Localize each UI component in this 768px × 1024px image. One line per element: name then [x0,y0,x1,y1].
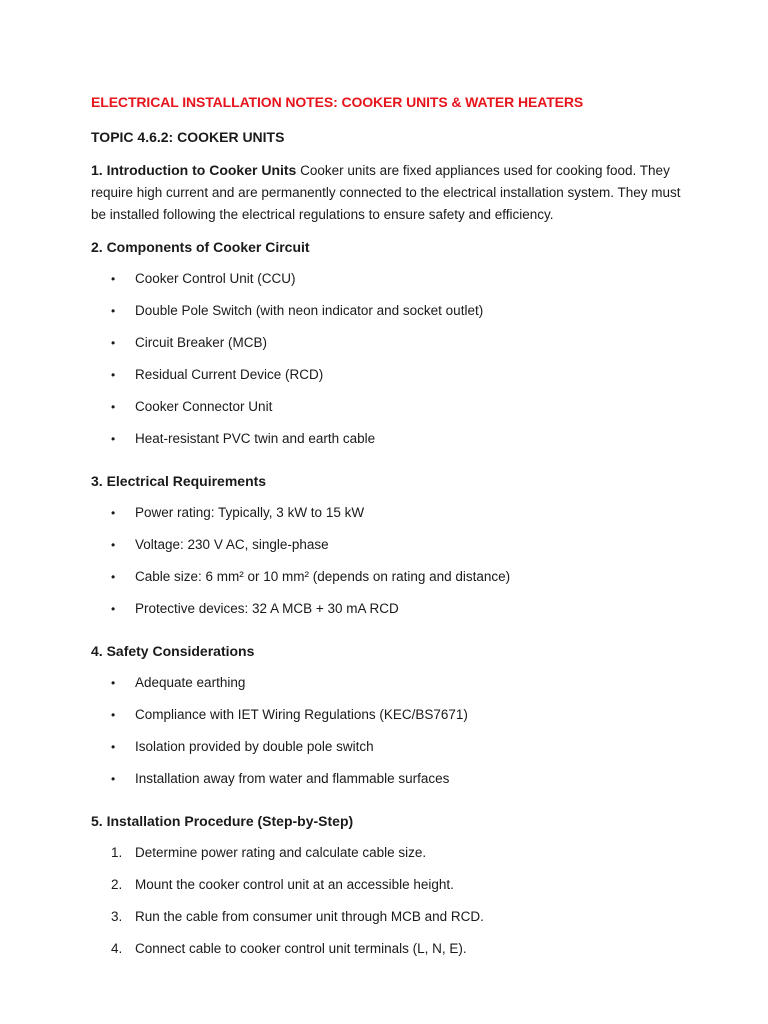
list-item [91,736,681,768]
list-item [91,502,681,534]
section-heading-requirements: 3. Electrical Requirements [91,473,267,489]
list-item-text: Power rating: Typically, 3 kW to 15 kW [135,505,365,520]
document-page [91,92,681,980]
bullet-icon: • [111,304,116,318]
list-item-text: Voltage: 230 V AC, single-phase [135,537,329,552]
components-list [91,268,681,460]
list-item-text: Cooker Control Unit (CCU) [135,271,296,286]
safety-list [91,672,681,800]
section-heading-safety: 4. Safety Considerations [91,643,255,659]
list-item-text: Circuit Breaker (MCB) [135,335,268,350]
bullet-icon: • [111,368,116,382]
list-item [91,396,681,428]
list-item [91,300,681,332]
list-item [91,704,681,736]
bullet-icon: • [111,740,116,754]
bullet-icon: • [111,506,116,520]
step-number: 2. [111,877,123,892]
list-item-text: Residual Current Device (RCD) [135,367,324,382]
intro-heading: 1. Introduction to Cooker Units [91,162,297,178]
bullet-icon: • [111,570,116,584]
procedure-steps-list [91,842,681,970]
step-text: Connect cable to cooker control unit terminals (L, N, E). [135,941,467,956]
list-item [91,534,681,566]
list-item [91,364,681,396]
list-item-text: Double Pole Switch (with neon indicator and socket outlet) [135,303,484,318]
step-text: Run the cable from consumer unit through MCB and RCD. [135,909,484,924]
bullet-icon: • [111,772,116,786]
intro-paragraph [91,159,681,226]
step-item [91,906,681,938]
list-item-text: Compliance with IET Wiring Regulations (KEC/BS7671) [135,707,468,722]
intro-text: Cooker units are fixed appliances used for cooking food. They require high current and are permanently connected to the electrical installation system. They must be installed following the electrical regulations to ensure safety and efficiency. [91,163,681,222]
list-item [91,672,681,704]
list-item [91,598,681,630]
step-text: Mount the cooker control unit at an accessible height. [135,877,454,892]
list-item-text: Cooker Connector Unit [135,399,273,414]
list-item-text: Adequate earthing [135,675,246,690]
list-item [91,268,681,300]
bullet-icon: • [111,676,116,690]
step-item [91,938,681,970]
step-number: 3. [111,909,123,924]
list-item [91,566,681,598]
bullet-icon: • [111,538,116,552]
list-item-text: Isolation provided by double pole switch [135,739,374,754]
list-item-text: Cable size: 6 mm² or 10 mm² (depends on rating and distance) [135,569,511,584]
document-title: ELECTRICAL INSTALLATION NOTES: COOKER UNITS & WATER HEATERS [91,94,584,110]
bullet-icon: • [111,432,116,446]
topic-heading: TOPIC 4.6.2: COOKER UNITS [91,129,285,145]
bullet-icon: • [111,602,116,616]
list-item [91,428,681,460]
requirements-list [91,502,681,630]
bullet-icon: • [111,400,116,414]
step-item [91,842,681,874]
list-item [91,332,681,364]
section-heading-procedure: 5. Installation Procedure (Step-by-Step) [91,813,354,829]
list-item [91,768,681,800]
section-heading-components: 2. Components of Cooker Circuit [91,239,310,255]
step-text: Determine power rating and calculate cable size. [135,845,427,860]
bullet-icon: • [111,272,116,286]
list-item-text: Protective devices: 32 A MCB + 30 mA RCD [135,601,399,616]
bullet-icon: • [111,708,116,722]
step-item [91,874,681,906]
step-number: 4. [111,941,123,956]
list-item-text: Installation away from water and flammable surfaces [135,771,450,786]
step-number: 1. [111,845,123,860]
bullet-icon: • [111,336,116,350]
list-item-text: Heat-resistant PVC twin and earth cable [135,431,376,446]
